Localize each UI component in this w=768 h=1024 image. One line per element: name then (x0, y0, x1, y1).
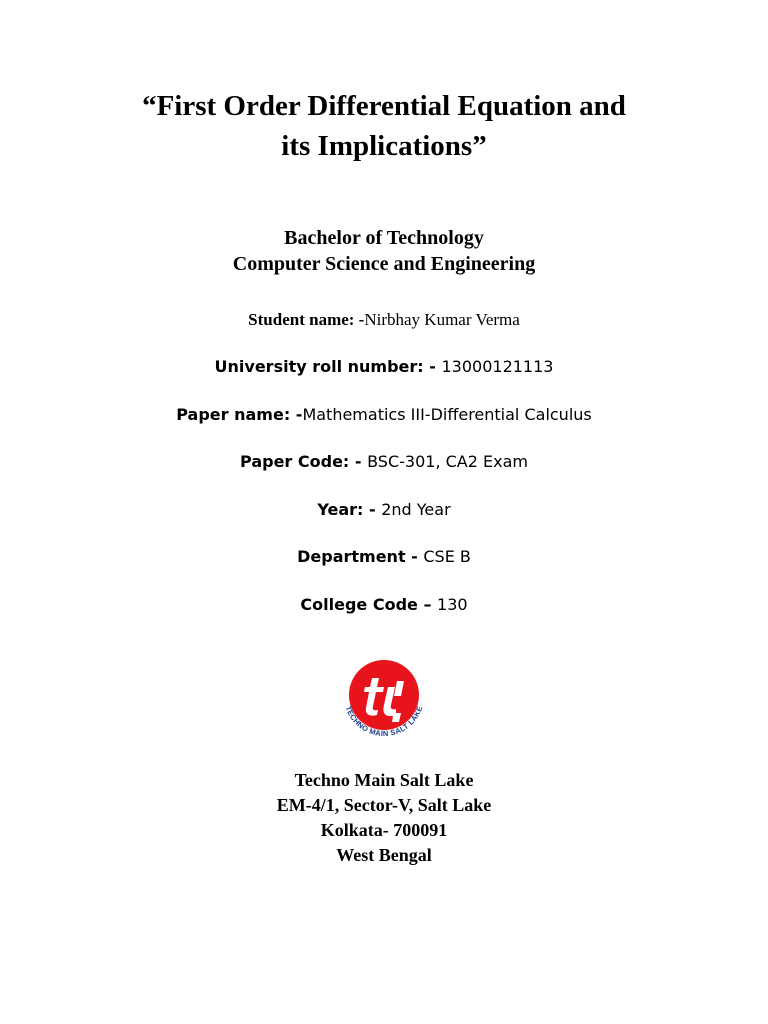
logo-ring-text: TECHNO MAIN SALT LAKE (343, 704, 425, 739)
year-field (0, 499, 768, 521)
address-line-3: Kolkata- 700091 (320, 820, 448, 840)
year-value: 2nd Year (381, 500, 451, 519)
college-code-field (0, 594, 768, 616)
department-field (0, 546, 768, 568)
document-title (0, 86, 768, 166)
paper-name-field (0, 404, 768, 426)
student-name-field (0, 309, 768, 331)
degree-line-1: Bachelor of Technology (284, 227, 484, 249)
paper-name-value: Mathematics III-Differential Calculus (302, 405, 592, 424)
paper-code-label: Paper Code: - (240, 452, 368, 471)
college-code-label: College Code – (300, 595, 438, 614)
roll-number-value: 13000121113 (441, 357, 554, 376)
address-block (0, 768, 768, 868)
address-line-4: West Bengal (336, 845, 432, 865)
address-line-1: Techno Main Salt Lake (294, 770, 474, 790)
address-line-2: EM-4/1, Sector-V, Salt Lake (276, 795, 492, 815)
student-name-label: Student name: - (248, 310, 365, 329)
techno-logo-icon (330, 658, 436, 748)
degree-block (0, 225, 768, 277)
paper-code-field (0, 451, 768, 473)
paper-name-label: Paper name: - (176, 405, 303, 424)
title-line-2: its Implications” (281, 130, 487, 162)
student-name-value: Nirbhay Kumar Verma (364, 310, 520, 329)
year-label: Year: - (317, 500, 382, 519)
college-code-value: 130 (437, 595, 468, 614)
department-value: CSE B (423, 547, 471, 566)
college-logo (330, 658, 436, 748)
degree-line-2: Computer Science and Engineering (232, 253, 536, 275)
roll-number-label: University roll number: - (214, 357, 442, 376)
paper-code-value: BSC-301, CA2 Exam (367, 452, 528, 471)
department-label: Department - (297, 547, 424, 566)
title-line-1: “First Order Differential Equation and (142, 90, 626, 122)
roll-number-field (0, 356, 768, 378)
